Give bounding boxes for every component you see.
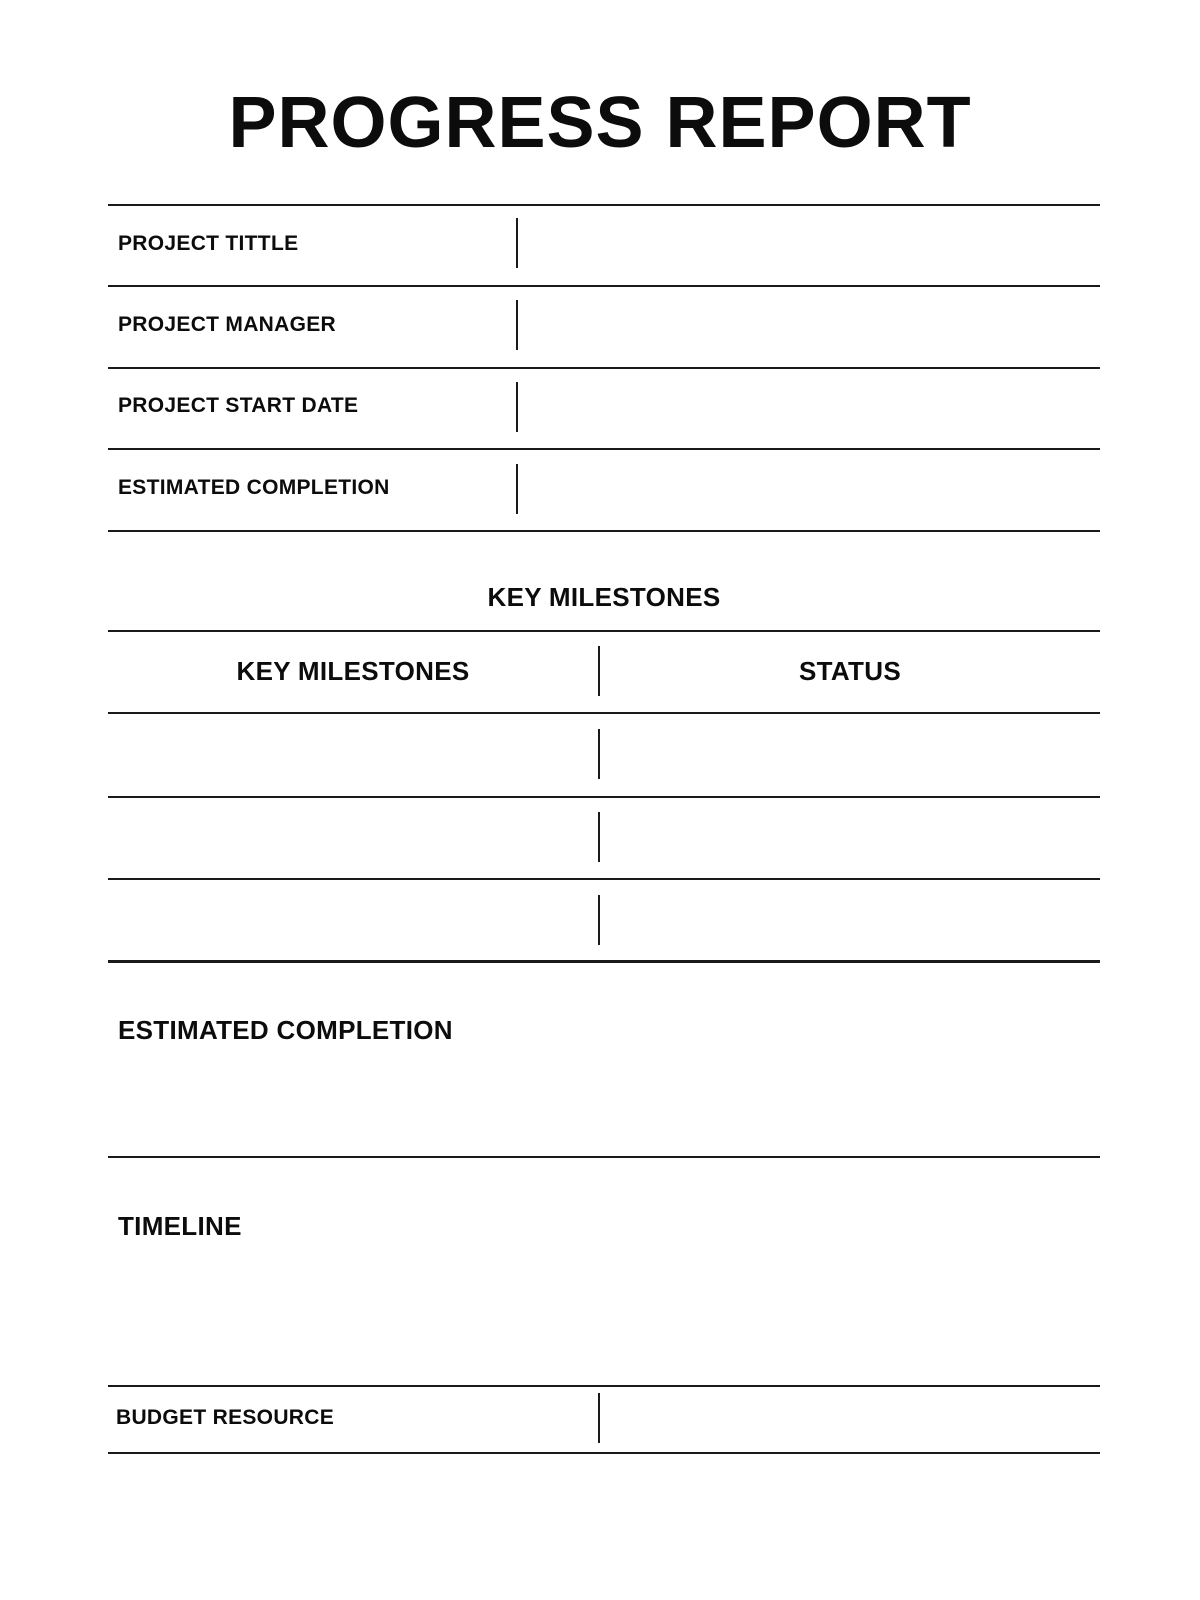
divider	[108, 530, 1100, 532]
divider	[108, 630, 1100, 632]
status-field[interactable]	[604, 882, 1098, 958]
column-divider	[516, 218, 518, 268]
project-title-label: PROJECT TITTLE	[118, 232, 299, 255]
estimated-completion-label: ESTIMATED COMPLETION	[118, 476, 390, 499]
project-manager-field[interactable]	[526, 291, 1096, 357]
column-divider	[516, 382, 518, 432]
column-divider	[598, 895, 600, 945]
estimated-completion-field[interactable]	[526, 454, 1096, 520]
divider	[108, 367, 1100, 369]
key-milestones-title: KEY MILESTONES	[487, 582, 721, 612]
milestone-field[interactable]	[110, 882, 594, 958]
project-title-field[interactable]	[526, 210, 1096, 276]
page-title: PROGRESS REPORT	[228, 83, 972, 163]
divider	[108, 204, 1100, 206]
budget-resource-field[interactable]	[604, 1389, 1098, 1449]
milestone-field[interactable]	[110, 716, 594, 792]
column-divider	[598, 1393, 600, 1443]
milestones-column-header: KEY MILESTONES	[236, 656, 470, 686]
column-divider	[598, 729, 600, 779]
timeline-notes[interactable]	[118, 1248, 1096, 1380]
column-divider	[516, 464, 518, 514]
estimated-completion-heading: ESTIMATED COMPLETION	[118, 1015, 453, 1045]
status-field[interactable]	[604, 716, 1098, 792]
estimated-completion-notes[interactable]	[118, 1052, 1096, 1152]
divider	[108, 1452, 1100, 1454]
divider	[108, 712, 1100, 714]
column-divider	[516, 300, 518, 350]
divider	[108, 285, 1100, 287]
status-field[interactable]	[604, 800, 1098, 876]
divider	[108, 960, 1100, 963]
project-start-date-label: PROJECT START DATE	[118, 394, 359, 417]
divider	[108, 1385, 1100, 1387]
project-start-date-field[interactable]	[526, 373, 1096, 439]
project-manager-label: PROJECT MANAGER	[118, 313, 337, 336]
divider	[108, 448, 1100, 450]
timeline-heading: TIMELINE	[118, 1211, 242, 1241]
milestone-field[interactable]	[110, 800, 594, 876]
budget-resource-label: BUDGET RESOURCE	[116, 1406, 335, 1429]
divider	[108, 1156, 1100, 1158]
status-column-header: STATUS	[799, 656, 901, 686]
column-divider	[598, 812, 600, 862]
divider	[108, 878, 1100, 880]
divider	[108, 796, 1100, 798]
